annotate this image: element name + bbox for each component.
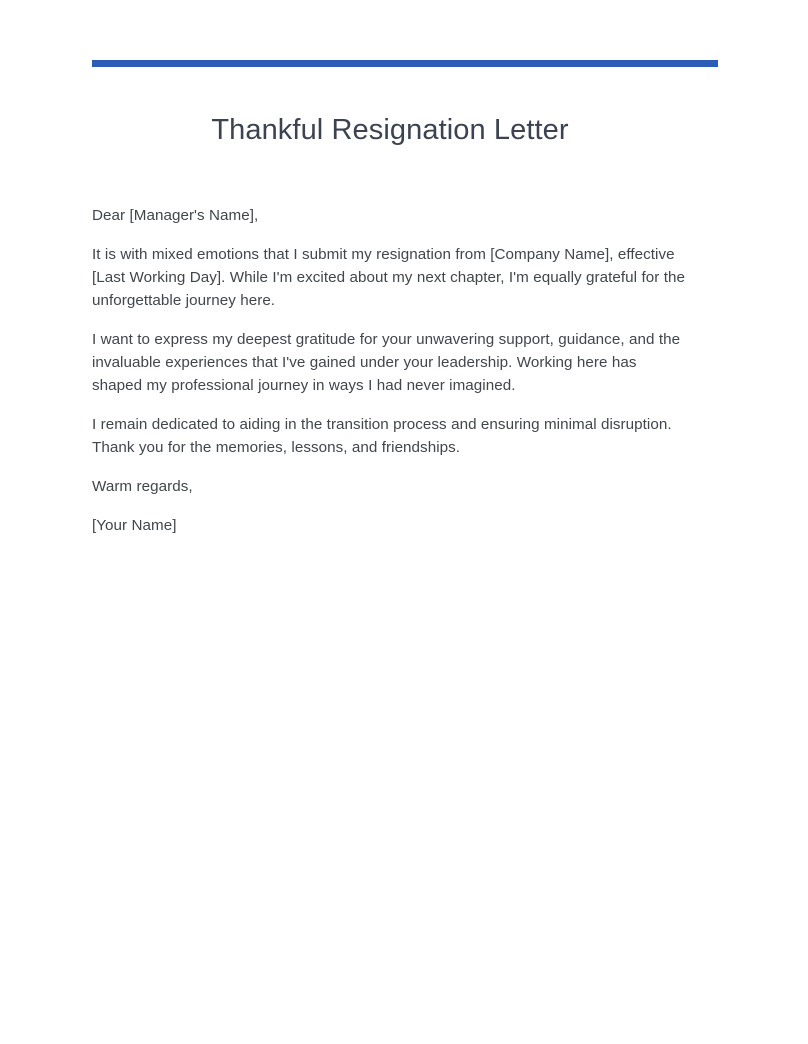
letter-signoff: Warm regards, (92, 478, 193, 495)
letter-paragraph-3: I remain dedicated to aiding in the transition process and ensuring minimal disruption. Thank you for the memories, lessons, and friendships. (92, 416, 672, 456)
letter-paragraph-1: It is with mixed emotions that I submit my resignation from [Company Name], effective [Last Working Day]. While I'm excited about my next chapter, I'm equally grateful for the unforgettable journey here. (92, 246, 685, 309)
letter-salutation: Dear [Manager's Name], (92, 207, 259, 224)
page-title: Thankful Resignation Letter (211, 114, 569, 146)
header-accent-bar (92, 60, 718, 67)
document-content-column (92, 0, 718, 537)
letter-signature: [Your Name] (92, 517, 177, 534)
letter-paragraph-2: I want to express my deepest gratitude for your unwavering support, guidance, and the invaluable experiences that I've gained under your leadership. Working here has shaped my professional journey in ways I had never imagined. (92, 331, 681, 394)
letter-body (92, 204, 690, 537)
